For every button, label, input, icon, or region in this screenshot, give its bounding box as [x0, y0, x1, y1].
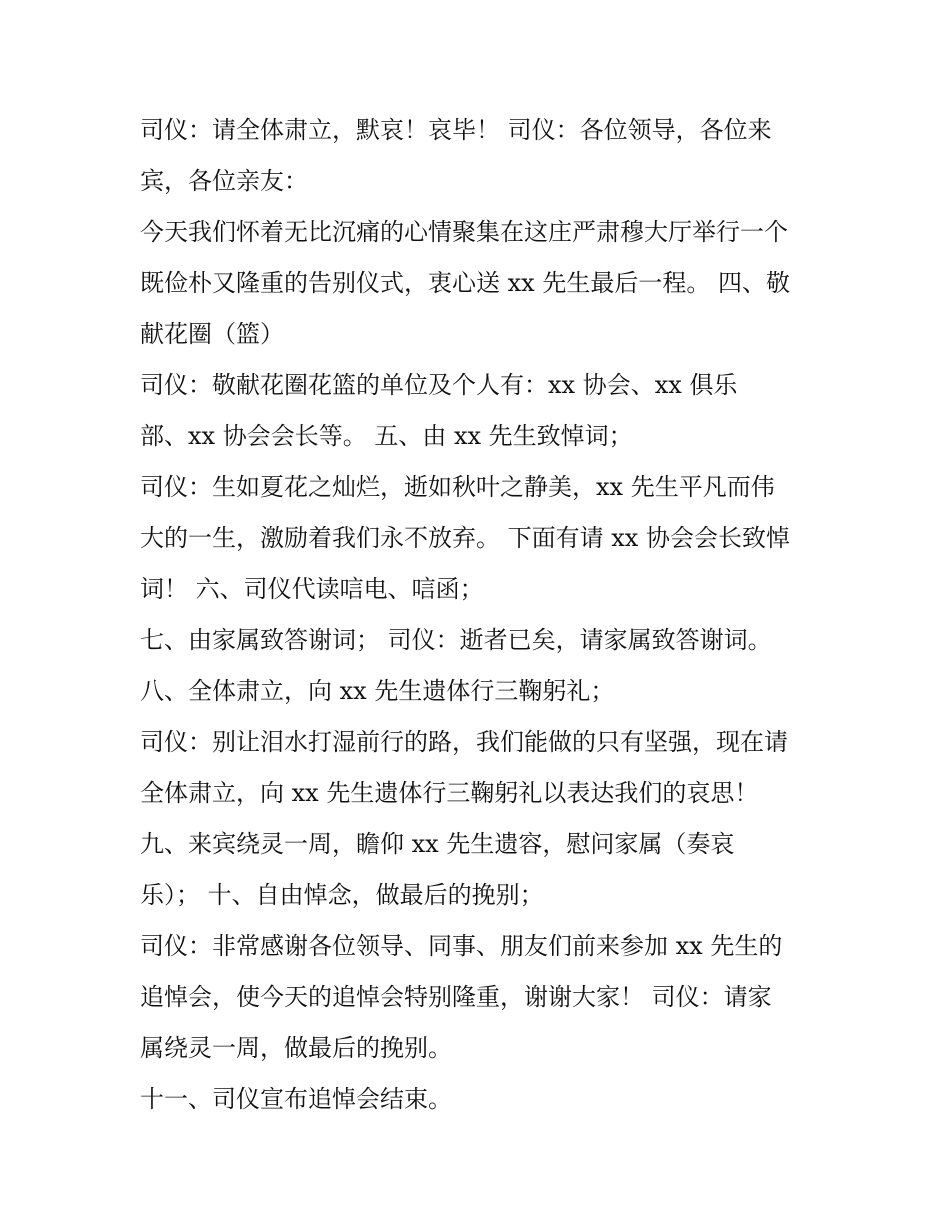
text-line: 乐）； 十、自由悼念，做最后的挽别；: [140, 881, 544, 909]
text-line: 司仪：请全体肃立，默哀！哀毕！ 司仪：各位领导，各位来: [140, 116, 772, 144]
text-line: 八、全体肃立，向 xx 先生遗体行三鞠躬礼；: [140, 677, 615, 705]
text-line: 属绕灵一周，做最后的挽别。: [140, 1034, 452, 1062]
text-line: 今天我们怀着无比沉痛的心情聚集在这庄严肃穆大厅举行一个: [140, 218, 788, 246]
text-line: 大的一生，激励着我们永不放弃。 下面有请 xx 协会会长致悼: [140, 524, 790, 552]
text-line: 既俭朴又隆重的告别仪式，衷心送 xx 先生最后一程。 四、敬: [140, 269, 790, 297]
text-line: 司仪：生如夏花之灿烂，逝如秋叶之静美，xx 先生平凡而伟: [140, 473, 775, 501]
text-line: 词！ 六、司仪代读唁电、唁函；: [140, 575, 484, 603]
text-line: 司仪：非常感谢各位领导、同事、朋友们前来参加 xx 先生的: [140, 932, 783, 960]
text-line: 宾，各位亲友：: [140, 167, 308, 195]
document-body: [140, 109, 820, 1129]
text-line: 献花圈（篮）: [140, 320, 284, 348]
text-line: 司仪：别让泪水打湿前行的路，我们能做的只有坚强，现在请: [140, 728, 788, 756]
text-line: 九、来宾绕灵一周，瞻仰 xx 先生遗容，慰问家属（奏哀: [140, 830, 735, 858]
text-line: 司仪：敬献花圈花篮的单位及个人有：xx 协会、xx 俱乐: [140, 371, 738, 399]
text-line: 七、由家属致答谢词； 司仪：逝者已矣，请家属致答谢词。: [140, 626, 772, 654]
text-line: 部、xx 协会会长等。 五、由 xx 先生致悼词；: [140, 422, 633, 450]
text-line: 追悼会，使今天的追悼会特别隆重，谢谢大家！ 司仪：请家: [140, 983, 772, 1011]
text-line: 全体肃立，向 xx 先生遗体行三鞠躬礼以表达我们的哀思！: [140, 779, 759, 807]
text-line: 十一、司仪宣布追悼会结束。: [140, 1085, 452, 1113]
